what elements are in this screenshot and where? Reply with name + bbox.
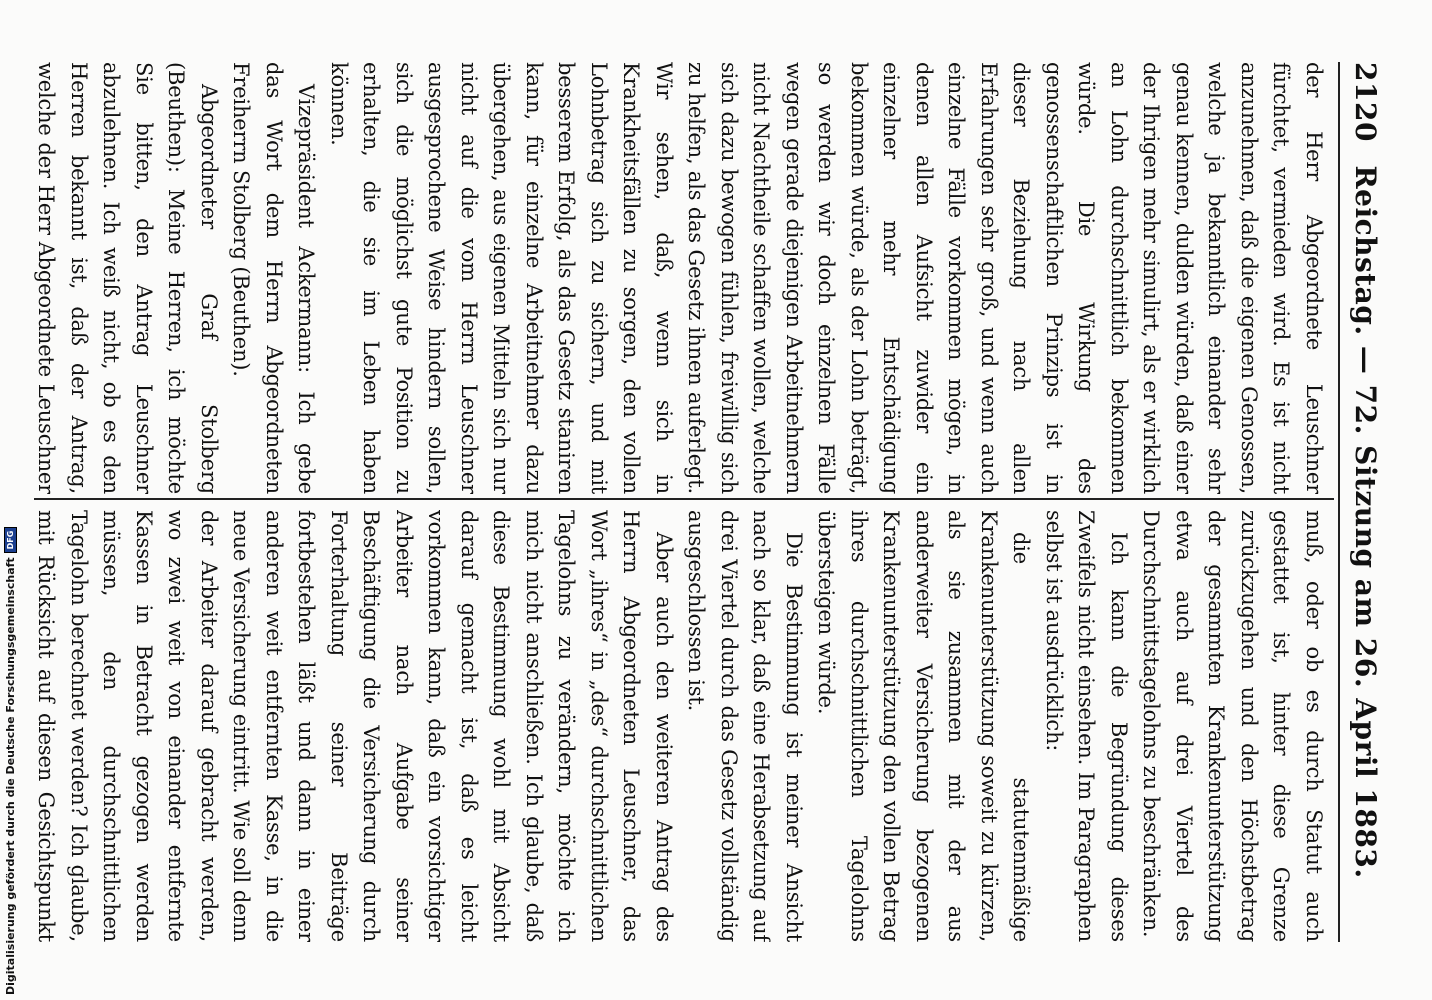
paragraph: Die Bestimmung ist meiner Ansicht nach so klar, daß eine Herabsetzung auf drei Viertel durch das Gesetz vollständig ausgeschlossen ist. [684, 510, 806, 942]
dfg-logo-icon: DFG [4, 527, 17, 554]
paragraph: muß, oder ob es durch Statut auch gestattet ist, hinter diese Grenze zurückzugehen und den Höchstbetrag der gesammten Krankenunterstützung etwa auch auf drei Viertel des Durchschnittstagelohns zu beschränken. [1139, 510, 1326, 942]
paragraph: der Herr Abgeordnete Leuschner fürchtet, vermieden wird. Es ist nicht anzunehmen, daß die eigenen Genossen, welche ja bekanntlich einander sehr genau kennen, dulden würden, daß einer der Ihrigen mehr simulirt, als er wirklich an Lohn durchschnittlich bekommen würde. Die Wirkung des genossenschaftlichen Prinzips ist in dieser Beziehung nach allen Erfahrungen sehr groß, und wenn auch einzelne Fälle vorkommen mögen, in denen allen Aufsicht zuwider ein einzelner mehr Entschädigung bekommen würde, als der Lohn beträgt, so werden wir doch einzelnen Fälle wegen gerade diejenigen Arbeitnehmern nicht Nachtheile schaffen wollen, welche sich dazu bewogen fühlen, freiwillig sich zu helfen, als das Gesetz ihnen auferlegt. Wir sehen, daß, wenn sich in Krankheitsfällen zu sorgen, den vollen Lohnbetrag sich zu sichern, und mit besserem Erfolg, als das Gesetz staniren kann, für einzelne Arbeitnehmer dazu übergehen, aus eigenen Mitteln sich nur nicht auf die vom Herrn Leuschner ausgesprochene Weise hindern sollen, sich die möglichst gute Position zu erhalten, die sie im Leben haben können. [327, 62, 1326, 494]
page-number: 2120 [1349, 62, 1382, 142]
left-column [30, 62, 1330, 494]
paragraph: Aber auch den weiteren Antrag des Herrn Abgeordneten Leuschner, das Wort „ihres“ in „des“ durchschnittlichen Tagelohns zu verändern, möchte ich mich nicht anschließen. Ich glaube, daß diese Bestimmung wohl mit Absicht darauf gemacht ist, daß es leicht vorkommen kann, daß ein vorsichtiger Arbeiter nach Aufgabe seiner Beschäftigung die Versicherung durch Forterhaltung seiner Beiträge fortbestehen läßt und dann in einer anderen weit entfernten Kasse, in die neue Versicherung eintritt. Wie soll denn der Arbeiter darauf gebracht werden, wo zwei weit von einander entfernte Kassen in Betracht gezogen werden müssen, den durchschnittlichen Tagelohn berechnet werden? Ich glaube, mit Rücksicht auf diesen Gesichtspunkt [34, 510, 676, 942]
paragraph: Vizepräsident Ackermann: Ich gebe das Wort dem Herrn Abgeordneten Freiherrn Stolberg (Beuthen). [229, 62, 319, 494]
page-header-title: Reichstag. — 72. Sitzung am 26. April 1883. [1349, 165, 1382, 879]
document-page [20, 0, 1400, 1000]
column-divider [34, 498, 1334, 500]
credit-text: Digitalisierung gefördert durch die Deutsche Forschungsgemeinschaft [4, 557, 17, 995]
header-rule [1338, 62, 1340, 942]
paragraph: Abgeordneter Graf Stolberg (Beuthen): Meine Herren, ich möchte Sie bitten, den Antrag Leuschner abzulehnen. Ich weiß nicht, ob es den Herren bekannt ist, daß der Antrag, welche der Herr Abgeordnete Leuschner [34, 62, 221, 494]
paragraph: Ich kann die Begründung dieses Zweifels nicht einsehen. Im Paragraphen selbst ist ausdrücklich: [1042, 510, 1131, 942]
digitization-credit [0, 0, 22, 1000]
running-head [1342, 62, 1382, 942]
right-column [30, 510, 1330, 942]
quotation: die statutenmäßige Krankenunterstützung soweit zu kürzen, als sie zusammen mit der aus anderweiter Versicherung bezogenen Krankenunterstützung den vollen Betrag ihres durchschnittlichen Tagelohns übersteigen würde. [814, 510, 1034, 942]
